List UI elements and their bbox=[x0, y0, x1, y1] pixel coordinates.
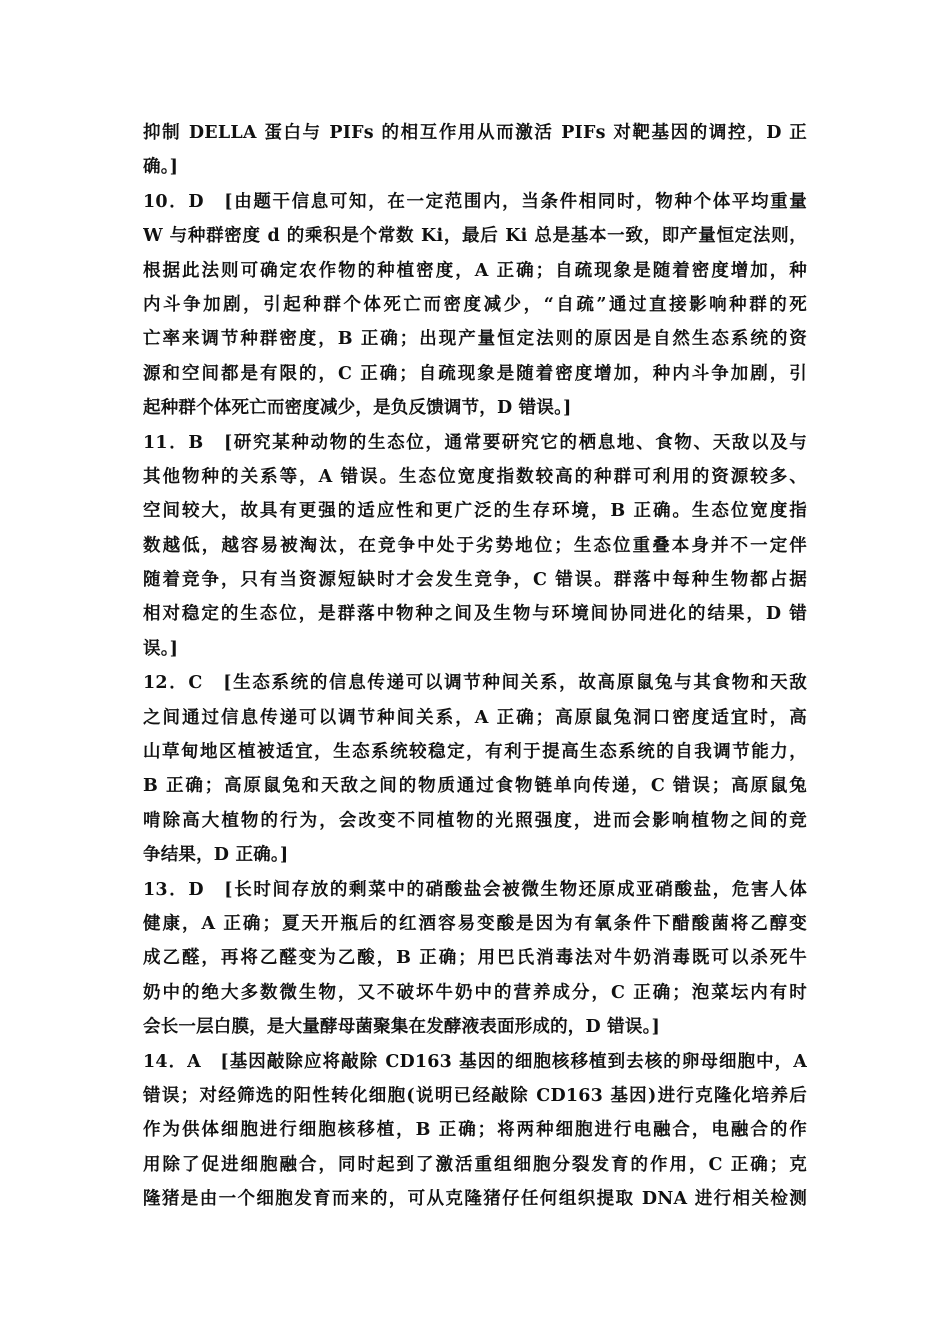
text-line: 健康，A 正确；夏天开瓶后的红酒容易变酸是因为有氧条件下醋酸菌将乙醇变 bbox=[143, 913, 807, 934]
text-line: 内斗争加剧，引起种群个体死亡而密度减少，“自疏”通过直接影响种群的死 bbox=[143, 294, 807, 315]
text-line: 源和空间都是有限的，C 正确；自疏现象是随着密度增加，种内斗争加剧，引 bbox=[143, 363, 807, 384]
text-line: 12．C [生态系统的信息传递可以调节种间关系，故高原鼠兔与其食物和天敌 bbox=[143, 673, 807, 694]
text-line: 13．D [长时间存放的剩菜中的硝酸盐会被微生物还原成亚硝酸盐，危害人体 bbox=[143, 879, 807, 900]
text-line: 数越低，越容易被淘汰，在竞争中处于劣势地位；生态位重叠本身并不一定伴 bbox=[143, 535, 807, 556]
text-line: 之间通过信息传递可以调节种间关系，A 正确；高原鼠兔洞口密度适宜时，高 bbox=[143, 707, 807, 728]
text-line: 错误；对经筛选的阳性转化细胞(说明已经敲除 CD163 基因)进行克隆化培养后 bbox=[143, 1085, 807, 1106]
text-line: 确。] bbox=[143, 157, 179, 178]
text-line: 10．D [由题干信息可知，在一定范围内，当条件相同时，物种个体平均重量 bbox=[143, 191, 807, 212]
text-line: 山草甸地区植被适宜，生态系统较稳定，有利于提高生态系统的自我调节能力， bbox=[143, 742, 807, 763]
text-line: 作为供体细胞进行细胞核移植，B 正确；将两种细胞进行电融合，电融合的作 bbox=[143, 1120, 807, 1141]
text-line: 误。] bbox=[143, 638, 179, 659]
text-line: 14．A [基因敲除应将敲除 CD163 基因的细胞核移植到去核的卵母细胞中，A bbox=[143, 1051, 807, 1072]
text-line: 啃除高大植物的行为，会改变不同植物的光照强度，进而会影响植物之间的竞 bbox=[143, 810, 807, 831]
text-line: 11．B [研究某种动物的生态位，通常要研究它的栖息地、食物、天敌以及与 bbox=[143, 432, 807, 453]
text-line: 奶中的绝大多数微生物，又不破坏牛奶中的营养成分，C 正确；泡菜坛内有时 bbox=[143, 982, 807, 1003]
text-line: 亡率来调节种群密度，B 正确；出现产量恒定法则的原因是自然生态系统的资 bbox=[143, 329, 807, 350]
text-line: 起种群个体死亡而密度减少，是负反馈调节，D 错误。] bbox=[143, 398, 572, 419]
text-line: 空间较大，故具有更强的适应性和更广泛的生存环境，B 正确。生态位宽度指 bbox=[143, 501, 807, 522]
text-line: 随着竞争，只有当资源短缺时才会发生竞争，C 错误。群落中每种生物都占据 bbox=[143, 570, 807, 591]
text-line: B 正确；高原鼠兔和天敌之间的物质通过食物链单向传递，C 错误；高原鼠兔 bbox=[143, 776, 807, 797]
answer-text-block bbox=[143, 116, 807, 1217]
text-line: 隆猪是由一个细胞发育而来的，可从克隆猪仔任何组织提取 DNA 进行相关检测 bbox=[143, 1189, 807, 1210]
text-line: 抑制 DELLA 蛋白与 PIFs 的相互作用从而激活 PIFs 对靶基因的调控，D 正 bbox=[143, 123, 807, 143]
text-line: 会长一层白膜，是大量酵母菌聚集在发酵液表面形成的，D 错误。] bbox=[143, 1017, 660, 1038]
text-line: 相对稳定的生态位，是群落中物种之间及生物与环境间协同进化的结果，D 错 bbox=[143, 604, 807, 625]
text-line: 成乙醛，再将乙醛变为乙酸，B 正确；用巴氏消毒法对牛奶消毒既可以杀死牛 bbox=[143, 948, 807, 969]
text-line: 根据此法则可确定农作物的种植密度，A 正确；自疏现象是随着密度增加，种 bbox=[143, 260, 807, 281]
text-line: W 与种群密度 d 的乘积是个常数 Ki，最后 Ki 总是基本一致，即产量恒定法则， bbox=[143, 226, 807, 247]
text-line: 用除了促进细胞融合，同时起到了激活重组细胞分裂发育的作用，C 正确；克 bbox=[143, 1154, 807, 1175]
text-line: 其他物种的关系等，A 错误。生态位宽度指数较高的种群可利用的资源较多、 bbox=[143, 466, 807, 487]
text-line: 争结果，D 正确。] bbox=[143, 845, 289, 866]
